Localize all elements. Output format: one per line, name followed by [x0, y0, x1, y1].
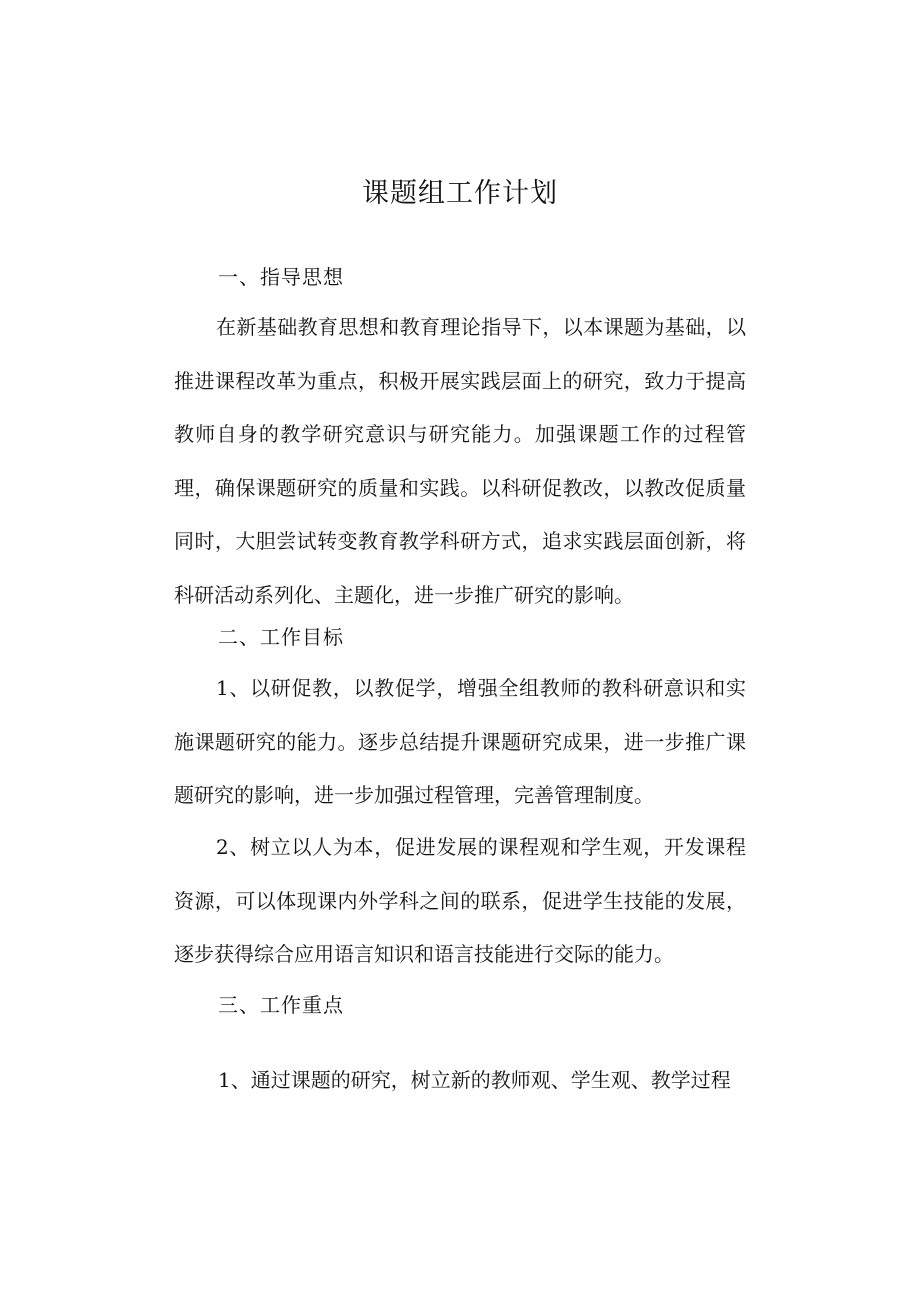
- document-title: 课题组工作计划: [362, 178, 558, 209]
- paragraph-work-focus-1: 1、通过课题的研究，树立新的教师观、学生观、教学过程: [218, 1068, 731, 1092]
- paragraph-guiding-ideology: 在新基础教育思想和教育理论指导下，以本课题为基础，以推进课程改革为重点，积极开展实践层面上的研究，致力于提高教师自身的教学研究意识与研究能力。加强课题工作的过程管理，确保课题研究的质量和实践。以科研促教改，以教改促质量同时，大胆尝试转变教育教学科研方式，追求实践层面创新，将科研活动系列化、主题化，进一步推广研究的影响。: [174, 315, 746, 607]
- paragraph-work-goal-2: 2、树立以人为本，促进发展的课程观和学生观，开发课程资源，可以体现课内外学科之间的联系，促进学生技能的发展，逐步获得综合应用语言知识和语言技能进行交际的能力。: [174, 835, 746, 966]
- section-heading-work-goals: 二、工作目标: [218, 625, 344, 649]
- section-heading-guiding-ideology: 一、指导思想: [218, 265, 344, 289]
- section-heading-work-focus: 三、工作重点: [218, 993, 344, 1017]
- paragraph-work-goal-1: 1、以研促教，以教促学，增强全组教师的教科研意识和实施课题研究的能力。逐步总结提升课题研究成果，进一步推广课题研究的影响，进一步加强过程管理，完善管理制度。: [174, 676, 746, 807]
